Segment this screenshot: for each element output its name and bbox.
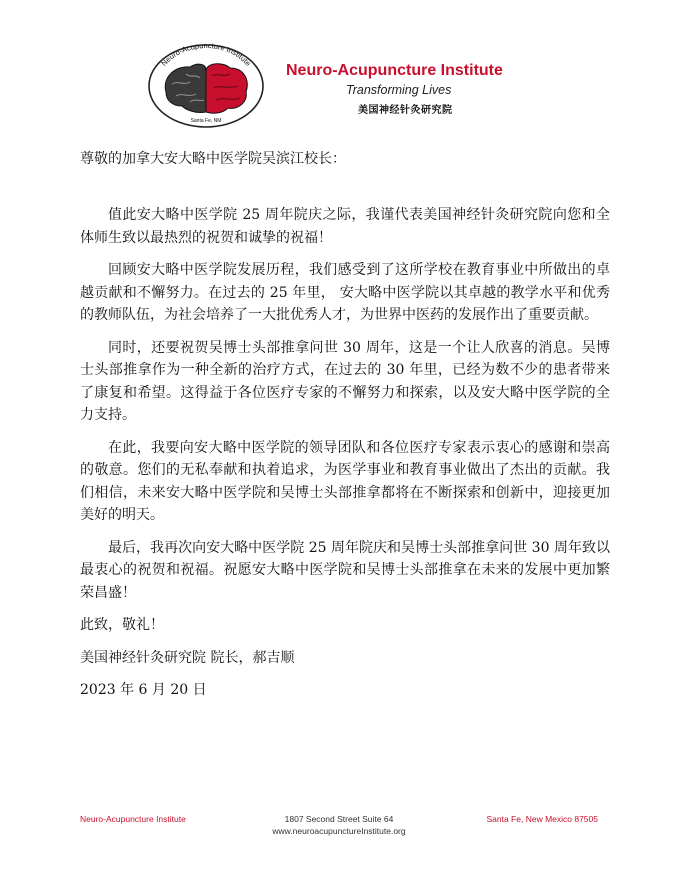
logo-bottom-text: Santa Fe, NM [190, 118, 222, 124]
institute-tagline: Transforming Lives [346, 83, 452, 97]
letter-signature: 美国神经针灸研究院 院长，郝吉顺 [80, 649, 295, 666]
institute-logo [146, 40, 266, 128]
letter-salutation: 尊敬的加拿大安大略中医学院吴滨江校长： [80, 151, 346, 167]
letter-closing: 此致，敬礼！ [80, 617, 164, 633]
letter-date: 2023 年 6 月 20 日 [80, 682, 207, 698]
letter-paragraph: 在此，我要向安大略中医学院的领导团队和各位医疗专家表示衷心的感谢和崇高的敬意。您们的无私奉献和执着追求，为医学事业和教育事业做出了杰出的贡献。我们相信，未来安大略中医学院和吴博士头部推拿都将在不断探索和创新中，迎接更加美好的明天。 [80, 439, 610, 523]
brain-logo-icon [146, 40, 266, 128]
footer-city: Santa Fe, New Mexico 87505 [486, 814, 598, 824]
letter-paragraph: 值此安大略中医学院 25 周年院庆之际，我谨代表美国神经针灸研究院向您和全体师生致以最热烈的祝贺和诚挚的祝福！ [80, 207, 610, 246]
letter-paragraph: 回顾安大略中医学院发展历程，我们感受到了这所学校在教育事业中所做出的卓越贡献和不懈努力。在过去的 25 年里， 安大略中医学院以其卓越的教学水平和优秀的教师队伍，为社会培养了一大批优秀人才，为世界中医药的发展作出了重要贡献。 [80, 262, 610, 323]
footer-org: Neuro-Acupuncture Institute [80, 814, 186, 824]
letter-body [80, 204, 610, 702]
svg-text:Neuro-Acupuncture Institute [159, 41, 252, 68]
institute-name: Neuro-Acupuncture Institute [286, 62, 503, 79]
footer-address: 1807 Second Street Suite 64 [284, 814, 394, 824]
letter-paragraph: 最后，我再次向安大略中医学院 25 周年院庆和吴博士头部推拿问世 30 周年致以最衷心的祝贺和祝福。祝愿安大略中医学院和吴博士头部推拿在未来的发展中更加繁荣昌盛！ [80, 539, 610, 601]
institute-chinese-name: 美国神经针灸研究院 [358, 105, 453, 116]
footer-website[interactable]: www.neuroacupunctureInstitute.org [272, 826, 406, 836]
letterhead-brand [286, 62, 566, 116]
logo-ring-text: Neuro-Acupuncture Institute [159, 40, 253, 68]
letter-paragraph: 同时，还要祝贺吴博士头部推拿问世 30 周年，这是一个让人欣喜的消息。吴博士头部推拿作为一种全新的治疗方式，在过去的 30 年里，已经为数不少的患者带来了康复和希望。这得益于各位医疗专家的不懈努力和探索，以及安大略中医学院的全力支持。 [80, 339, 610, 423]
